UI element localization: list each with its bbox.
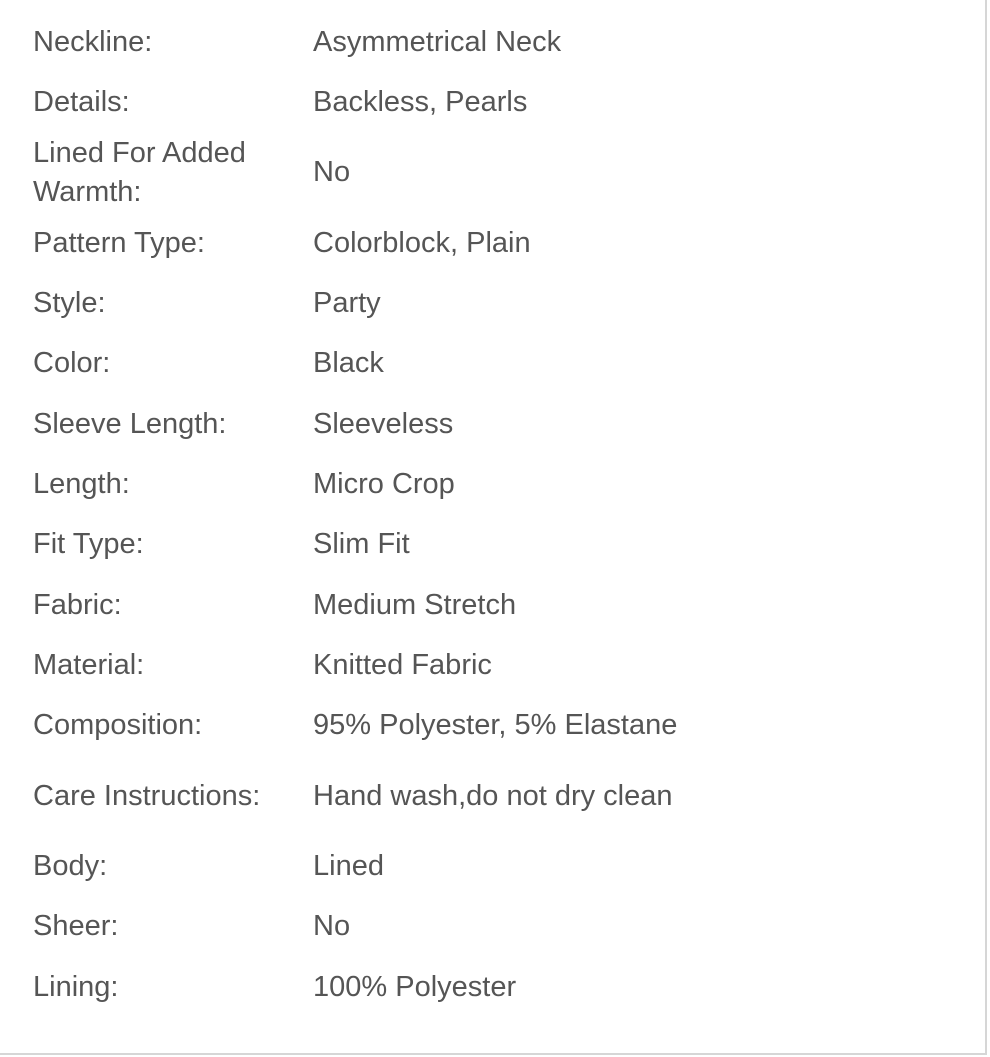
spec-row-care-instructions [33, 756, 953, 837]
spec-label-fabric: Fabric: [33, 588, 122, 621]
spec-label-sleeve-length: Sleeve Length: [33, 407, 227, 440]
spec-value-body: Lined [313, 849, 384, 882]
spec-row-sheer [33, 897, 953, 957]
spec-value-details: Backless, Pearls [313, 85, 528, 118]
spec-label-style: Style: [33, 287, 106, 320]
spec-label-sheer: Sheer: [33, 910, 119, 943]
spec-row-fit-type [33, 515, 953, 575]
spec-row-material [33, 635, 953, 695]
spec-value-material: Knitted Fabric [313, 648, 492, 681]
spec-row-length [33, 454, 953, 514]
spec-label-composition: Composition: [33, 709, 203, 742]
spec-row-lining [33, 957, 953, 1017]
product-specs-table [33, 12, 953, 1017]
spec-row-body [33, 836, 953, 896]
spec-label-pattern-type: Pattern Type: [33, 226, 205, 259]
spec-value-composition: 95% Polyester, 5% Elastane [313, 709, 678, 742]
spec-label-details: Details: [33, 85, 130, 118]
spec-value-color: Black [313, 347, 384, 380]
spec-row-composition [33, 695, 953, 755]
spec-value-neckline: Asymmetrical Neck [313, 25, 562, 58]
spec-row-style [33, 273, 953, 333]
spec-label-body: Body: [33, 849, 108, 882]
spec-row-fabric [33, 575, 953, 635]
spec-row-pattern-type [33, 213, 953, 273]
spec-label-length: Length: [33, 467, 130, 500]
spec-label-color: Color: [33, 347, 111, 380]
spec-value-length: Micro Crop [313, 467, 455, 500]
spec-row-lined-for-added-warmth [33, 133, 953, 214]
spec-label-material: Material: [33, 648, 145, 681]
spec-value-sheer: No [313, 910, 351, 943]
spec-value-fabric: Medium Stretch [313, 588, 517, 621]
spec-label-neckline: Neckline: [33, 25, 153, 58]
spec-value-sleeve-length: Sleeveless [313, 407, 454, 440]
spec-value-lining: 100% Polyester [313, 970, 517, 1003]
spec-row-neckline [33, 12, 953, 72]
spec-value-fit-type: Slim Fit [313, 528, 410, 561]
spec-label-fit-type: Fit Type: [33, 528, 144, 561]
spec-row-color [33, 334, 953, 394]
spec-row-sleeve-length [33, 394, 953, 454]
spec-row-details [33, 72, 953, 132]
spec-label-lined-for-added-warmth: Lined For Added Warmth: [33, 136, 246, 208]
spec-label-lining: Lining: [33, 970, 119, 1003]
spec-value-pattern-type: Colorblock, Plain [313, 226, 531, 259]
spec-label-care-instructions: Care Instructions: [33, 779, 261, 812]
spec-value-style: Party [313, 287, 381, 320]
spec-value-care-instructions: Hand wash,do not dry clean [313, 779, 673, 812]
spec-value-lined-for-added-warmth: No [313, 156, 351, 189]
